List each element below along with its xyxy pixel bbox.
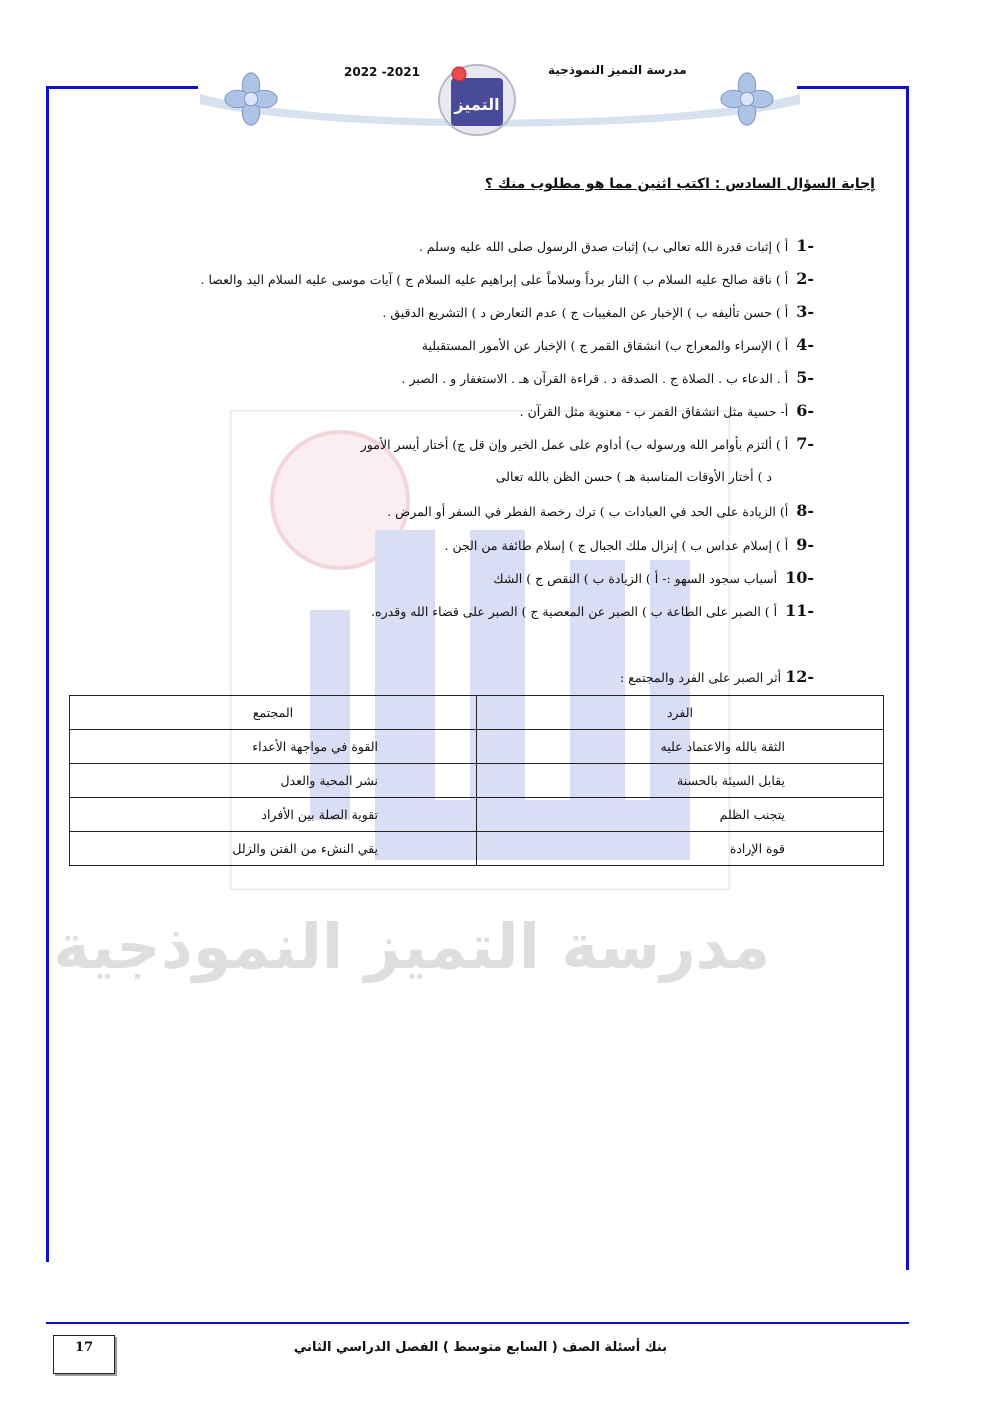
question-title: إجابة السؤال السادس : اكتب اثنين مما هو مطلوب منك ؟ bbox=[484, 176, 875, 192]
answer-text: أ ) إسلام عداس ب ) إنزال ملك الجبال ج ) إسلام طائفة من الجن . bbox=[444, 538, 789, 553]
frame-top-left bbox=[46, 86, 198, 89]
cell-society: نشر المحبة والعدل bbox=[70, 764, 477, 798]
answer-text: أ ) ناقة صالح عليه السلام ب ) النار برداً وسلاماً على إبراهيم عليه السلام ج ) آيات موسى عليه السلام اليد والعصا . bbox=[200, 272, 789, 287]
answer-3 bbox=[382, 303, 814, 322]
answer-text: أ ) حسن تأليفه ب ) الإخبار عن المغيبات ج ) عدم التعارض د ) التشريع الدقيق . bbox=[382, 305, 789, 320]
answer-number: -10 bbox=[785, 568, 814, 587]
school-year: 2022 -2021 bbox=[344, 65, 420, 79]
answer-text: أ . الدعاء ب . الصلاة ج . الصدقة د . قراءة القرآن هـ . الاستغفار و . الصبر . bbox=[401, 371, 789, 386]
table-header-row bbox=[70, 696, 884, 730]
watermark-school-name: مدرسة التميز النموذجية bbox=[53, 910, 770, 983]
logo-text: التميز bbox=[454, 95, 500, 114]
answer-7 bbox=[361, 435, 814, 454]
q12-text: أثر الصبر على الفرد والمجتمع : bbox=[620, 670, 782, 685]
cell-society: القوة في مواجهة الأعداء bbox=[70, 730, 477, 764]
header-society: المجتمع bbox=[70, 696, 477, 730]
school-logo bbox=[437, 60, 517, 136]
answer-text: أ ) إثبات قدرة الله تعالى ب) إثبات صدق الرسول صلى الله عليه وسلم . bbox=[418, 239, 789, 254]
cell-individual: يقابل السيئة بالحسنة bbox=[477, 764, 884, 798]
answer-number: -6 bbox=[796, 401, 814, 420]
q12-label bbox=[620, 667, 814, 686]
school-name: مدرسة التميز النموذجية bbox=[548, 63, 687, 77]
page-number: 17 bbox=[53, 1335, 115, 1374]
answer-number: -2 bbox=[796, 269, 814, 288]
answer-number: -1 bbox=[796, 236, 814, 255]
answer-text: أسباب سجود السهو :- أ ) الزيادة ب ) النقص ج ) الشك bbox=[493, 571, 778, 586]
flower-right-icon bbox=[718, 70, 776, 128]
table-row bbox=[70, 798, 884, 832]
answer-5 bbox=[402, 369, 815, 388]
footer-title: بنك أسئلة الصف ( السابع متوسط ) الفصل الدراسي الثاني bbox=[293, 1340, 667, 1355]
answer-number: -5 bbox=[796, 368, 814, 387]
answer-text: أ ) ألتزم بأوامر الله ورسوله ب) أداوم على عمل الخير وإن قل ج) أختار أيسر الأمور bbox=[360, 437, 789, 452]
answer-number: -3 bbox=[796, 302, 814, 321]
frame-top-right bbox=[797, 86, 909, 89]
answer-2 bbox=[201, 270, 814, 289]
answer-text: أ ) الإسراء والمعراج ب) انشقاق القمر ج ) الإخبار عن الأمور المستقبلية bbox=[421, 338, 789, 353]
cell-individual: قوة الإرادة bbox=[477, 832, 884, 866]
answer-text: أ- حسية مثل انشقاق القمر ب - معنوية مثل القرآن . bbox=[519, 404, 789, 419]
answer-number: -11 bbox=[785, 601, 814, 620]
effects-table bbox=[69, 695, 884, 866]
answer-4 bbox=[422, 336, 814, 355]
table-row bbox=[70, 764, 884, 798]
answer-6 bbox=[520, 402, 814, 421]
answer-number: -4 bbox=[796, 335, 814, 354]
table-row bbox=[70, 832, 884, 866]
answer-text: د ) أختار الأوقات المناسبة هـ ) حسن الظن بالله تعالى bbox=[495, 469, 772, 484]
cell-society: تقوية الصلة بين الأفراد bbox=[70, 798, 477, 832]
q12-number: -12 bbox=[785, 667, 814, 686]
answer-8 bbox=[387, 502, 814, 521]
answer-11 bbox=[371, 602, 814, 621]
answer-number: -8 bbox=[796, 501, 814, 520]
frame-left bbox=[46, 86, 49, 1262]
answer-text: أ) الزيادة على الحد في العبادات ب ) ترك رخصة الفطر في السفر أو المرض . bbox=[387, 504, 789, 519]
answer-1 bbox=[419, 237, 814, 256]
answer-text: أ ) الصبر على الطاعة ب ) الصبر عن المعصية ج ) الصبر على قضاء الله وقدره. bbox=[371, 604, 778, 619]
cell-individual: الثقة بالله والاعتماد عليه bbox=[477, 730, 884, 764]
answer-number: -9 bbox=[796, 535, 814, 554]
answer-9 bbox=[445, 536, 814, 555]
answer-7-cont bbox=[496, 468, 772, 486]
cell-individual: يتجنب الظلم bbox=[477, 798, 884, 832]
answer-number: -7 bbox=[796, 434, 814, 453]
cell-society: يقي النشء من الفتن والزلل bbox=[70, 832, 477, 866]
table-row bbox=[70, 730, 884, 764]
answer-10 bbox=[493, 569, 814, 588]
frame-bottom bbox=[46, 1322, 909, 1324]
flower-left-icon bbox=[222, 70, 280, 128]
header-individual: الفرد bbox=[477, 696, 884, 730]
frame-right bbox=[906, 86, 909, 1270]
